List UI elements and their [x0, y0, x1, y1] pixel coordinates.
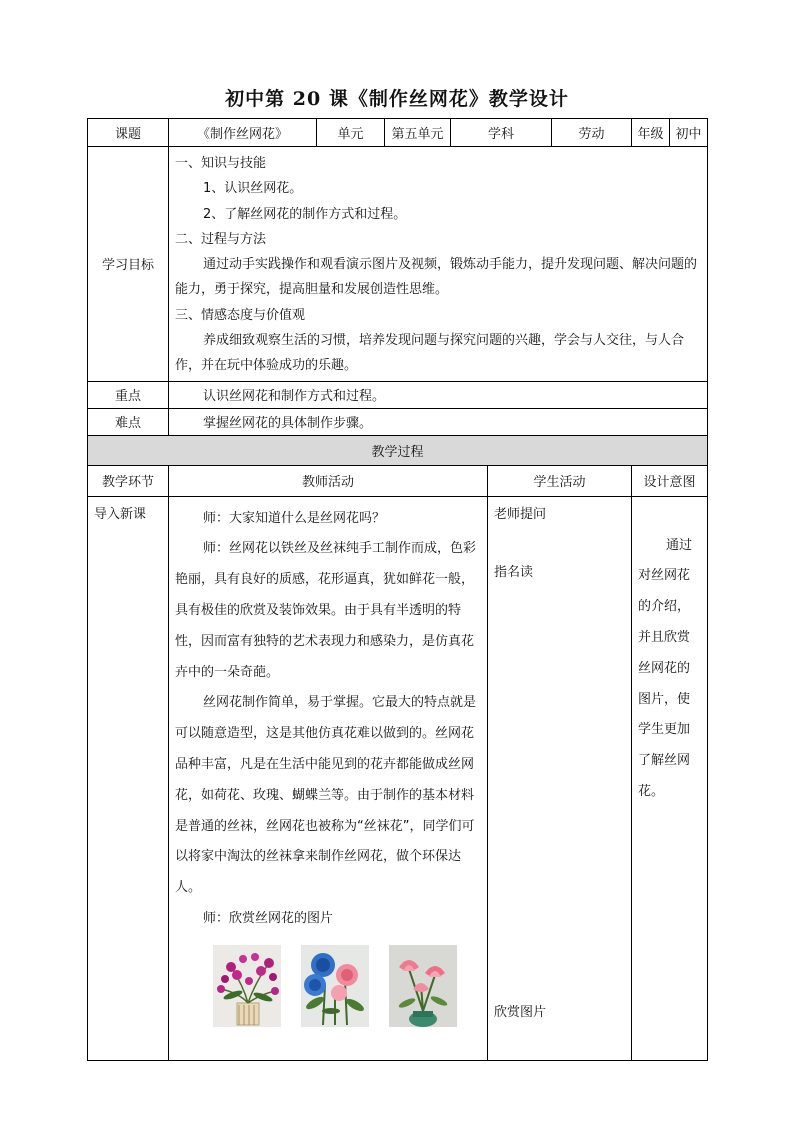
unit-label: 单元: [317, 119, 385, 147]
key-point-label: 重点: [88, 381, 169, 408]
objective-attitude-text: 养成细致观察生活的习惯，培养发现问题与探究问题的兴趣，学会与人交往，与人合作，并在玩中体验成功的乐趣。: [175, 333, 685, 374]
unit-value: 第五单元: [385, 119, 451, 147]
subject-label: 学科: [451, 119, 552, 147]
col-student-header: 学生活动: [488, 465, 632, 496]
key-point-text: 认识丝网花和制作方式和过程。: [169, 381, 708, 408]
lesson-label: 课题: [88, 119, 169, 147]
lesson-plan-table: [87, 118, 708, 1061]
pink-lotus-photo: [389, 945, 457, 1027]
intro-student-activity: [488, 496, 632, 1060]
page-title: 初中第 20 课《制作丝网花》教学设计: [225, 88, 569, 110]
objective-heading-1: 一、知识与技能: [175, 156, 267, 171]
objective-process-text: 通过动手实践操作和观看演示图片及视频，锻炼动手能力，提升发现问题、解决问题的能力，勇于探究，提高胆量和发展创造性思维。: [175, 257, 698, 298]
process-title: 教学过程: [88, 435, 708, 465]
intro-stage: 导入新课: [88, 496, 169, 1060]
student-activity-1: 老师提问: [494, 506, 547, 522]
teacher-feature-paragraph: 丝网花制作简单，易于掌握。它最大的特点就是可以随意造型，这是其他仿真花难以做到的。丝网花品种丰富，凡是在生活中能见到的花卉都能做成丝网花，如荷花、玫瑰、蝴蝶兰等。由于制作的基本材料是普通的丝袜，丝网花也被称为“丝袜花”，同学们可以将家中淘汰的丝袜拿来制作丝网花，做个环保达人。: [175, 695, 477, 896]
grade-value: 初中: [670, 119, 708, 147]
objective-heading-3: 三、情感态度与价值观: [175, 307, 306, 323]
flower-photos: [175, 945, 481, 1027]
difficulty-row: [88, 408, 708, 435]
objective-item-1: 1、认识丝网花。: [203, 181, 303, 197]
objectives-row: [88, 147, 708, 382]
student-activity-3: 欣赏图片: [494, 1004, 547, 1020]
intro-teacher-activity: [169, 496, 488, 1060]
col-intent-header: 设计意图: [632, 465, 708, 496]
col-teacher-header: 教师活动: [169, 465, 488, 496]
design-intent-text: 通过对丝网花的介绍，并且欣赏丝网花的图片，使学生更加了解丝网花。: [638, 537, 693, 800]
objective-item-2: 2、了解丝网花的制作方式和过程。: [203, 206, 407, 222]
objectives-content: [169, 147, 708, 382]
teacher-intro-paragraph: 师：丝网花以铁丝及丝袜纯手工制作而成，色彩艳丽，具有良好的质感，花形逼真，犹如鲜花一般，具有极佳的欣赏及装饰效果。由于具有半透明的特性，因而富有独特的艺术表现力和感染力，是仿真花卉中的一朵奇葩。: [175, 541, 477, 680]
process-header-row: [88, 465, 708, 496]
difficulty-label: 难点: [88, 408, 169, 435]
blue-rose-photo: [301, 945, 369, 1027]
student-activity-2: 指名读: [494, 564, 534, 580]
subject-value: 劳动: [552, 119, 632, 147]
objective-heading-2: 二、过程与方法: [175, 231, 267, 247]
col-stage-header: 教学环节: [88, 465, 169, 496]
process-title-row: [88, 435, 708, 465]
intro-row: [88, 496, 708, 1060]
lesson-value: 《制作丝网花》: [169, 119, 317, 147]
difficulty-text: 掌握丝网花的具体制作步骤。: [169, 408, 708, 435]
teacher-show-images: 师：欣赏丝网花的图片: [203, 911, 334, 927]
teacher-question: 师：大家知道什么是丝网花吗？: [203, 510, 386, 526]
orchid-flower-photo: [213, 945, 281, 1027]
key-point-row: [88, 381, 708, 408]
objectives-label: 学习目标: [88, 147, 169, 382]
header-row: [88, 119, 708, 147]
intro-design-intent: [632, 496, 708, 1060]
grade-label: 年级: [632, 119, 670, 147]
